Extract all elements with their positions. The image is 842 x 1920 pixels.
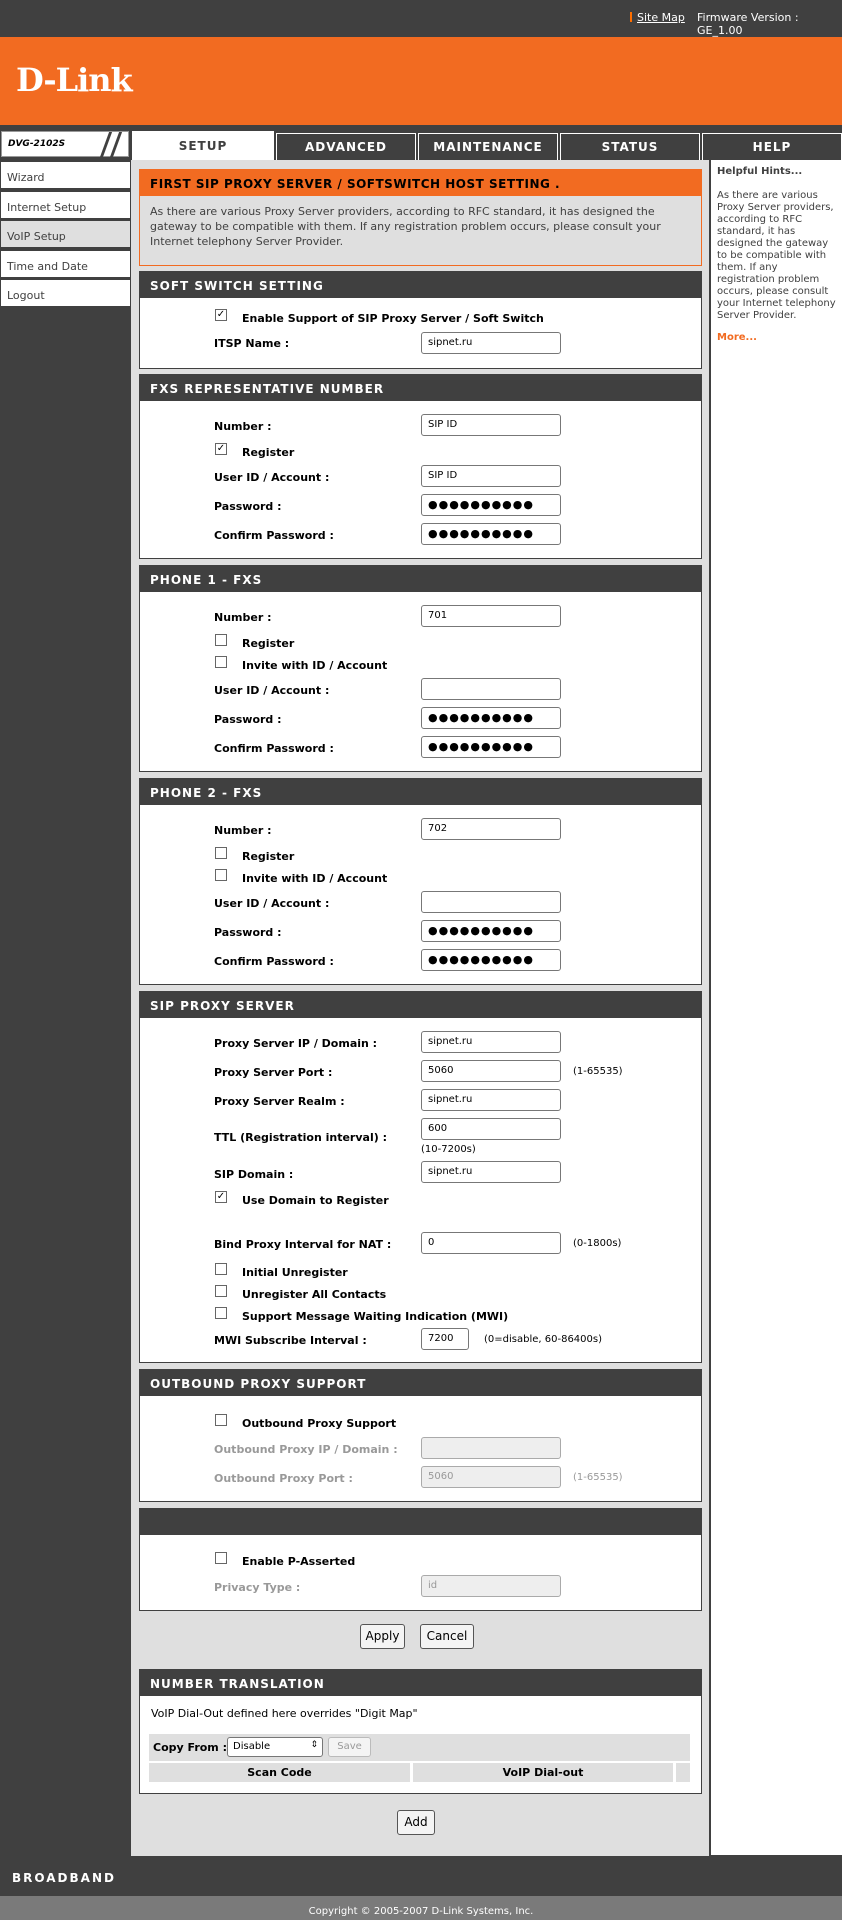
sidebar-item-wizard[interactable]: Wizard [1,162,130,189]
proxy-port-label: Proxy Server Port : [214,1066,333,1079]
model-badge: DVG-2102S [1,131,129,157]
phone2-confirm-password-input[interactable]: ●●●●●●●●●● [421,949,561,971]
nav-row [0,128,842,160]
phone1-register-checkbox[interactable] [215,634,227,646]
dlink-logo: D-Link [16,61,132,99]
unregister-all-checkbox[interactable] [215,1285,227,1297]
mwi-interval-label: MWI Subscribe Interval : [214,1334,367,1347]
section-header-bar [140,1509,701,1535]
section-title: FXS REPRESENTATIVE NUMBER [140,375,701,401]
sip-domain-label: SIP Domain : [214,1168,294,1181]
firmware-version: Firmware Version : GE_1.00 [697,11,799,37]
mwi-label: Support Message Waiting Indication (MWI) [242,1310,509,1323]
sidebar-item-time-and-date[interactable]: Time and Date [1,251,130,278]
hints-title: Helpful Hints... [717,166,803,177]
left-sidebar [0,160,131,1856]
banner [0,37,842,125]
intro-title: FIRST SIP PROXY SERVER / SOFTSWITCH HOST SETTING . [140,170,701,196]
column-header-empty [676,1763,690,1782]
proxy-port-range: (1-65535) [573,1066,623,1077]
phone2-register-label: Register [242,850,295,863]
phone2-password-input[interactable]: ●●●●●●●●●● [421,920,561,942]
phone2-user-input[interactable] [421,891,561,913]
unregister-all-label: Unregister All Contacts [242,1288,387,1301]
privacy-type-label: Privacy Type : [214,1581,301,1594]
itsp-name-input[interactable]: sipnet.ru [421,332,561,354]
phone1-confirm-password-label: Confirm Password : [214,742,334,755]
copy-from-select[interactable]: Disable ⇕ [227,1737,323,1757]
sip-domain-input[interactable]: sipnet.ru [421,1161,561,1183]
section-title: SOFT SWITCH SETTING [140,272,701,298]
fxs-number-input[interactable]: SIP ID [421,414,561,436]
fxs-number-label: Number : [214,420,272,433]
enable-sip-checkbox[interactable]: ✓ [216,309,226,320]
section-title: PHONE 2 - FXS [140,779,701,805]
itsp-name-label: ITSP Name : [214,337,290,350]
phone1-register-label: Register [242,637,295,650]
more-link[interactable]: More... [717,332,757,343]
phone1-invite-label: Invite with ID / Account [242,659,388,672]
column-header-voip-dial-out: VoIP Dial-out [413,1763,673,1782]
initial-unregister-label: Initial Unregister [242,1266,348,1279]
tab-status[interactable]: STATUS [560,133,700,160]
outbound-support-checkbox[interactable] [215,1414,227,1426]
sidebar-item-internet-setup[interactable]: Internet Setup [1,192,130,219]
phone2-register-checkbox[interactable] [215,847,227,859]
apply-button[interactable]: Apply [360,1624,405,1649]
bind-proxy-label: Bind Proxy Interval for NAT : [214,1238,392,1251]
phone1-number-input[interactable]: 701 [421,605,561,627]
tab-advanced[interactable]: ADVANCED [276,133,416,160]
sidebar-item-voip-setup[interactable]: VoIP Setup [1,221,130,248]
top-bar [0,0,842,35]
outbound-port-input[interactable]: 5060 [421,1466,561,1488]
fxs-user-label: User ID / Account : [214,471,330,484]
mwi-interval-input[interactable]: 7200 [421,1328,469,1350]
copyright: Copyright © 2005-2007 D-Link Systems, Inc. [0,1896,842,1920]
select-arrows-icon: ⇕ [310,1740,318,1750]
outbound-port-range: (1-65535) [573,1472,623,1483]
initial-unregister-checkbox[interactable] [215,1263,227,1275]
ttl-range: (10-7200s) [421,1144,476,1155]
fxs-confirm-password-input[interactable]: ●●●●●●●●●● [421,523,561,545]
footer-bar [0,1856,842,1896]
phone2-confirm-password-label: Confirm Password : [214,955,334,968]
mwi-checkbox[interactable] [215,1307,227,1319]
section-title: PHONE 1 - FXS [140,566,701,592]
outbound-port-label: Outbound Proxy Port : [214,1472,353,1485]
fxs-register-checkbox[interactable]: ✓ [216,443,226,454]
sidebar-item-logout[interactable]: Logout [1,280,130,307]
phone2-number-label: Number : [214,824,272,837]
proxy-realm-input[interactable]: sipnet.ru [421,1089,561,1111]
add-button[interactable]: Add [397,1810,435,1835]
cancel-button[interactable]: Cancel [420,1624,474,1649]
translation-note: VoIP Dial-Out defined here overrides "Digit Map" [151,1707,418,1720]
copy-from-label: Copy From : [153,1741,227,1754]
broadband-label: BROADBAND [12,1871,116,1885]
helpful-hints [711,160,842,1855]
phone2-invite-checkbox[interactable] [215,869,227,881]
ttl-input[interactable]: 600 [421,1118,561,1140]
phone1-password-input[interactable]: ●●●●●●●●●● [421,707,561,729]
bind-proxy-range: (0-1800s) [573,1238,622,1249]
phone1-user-input[interactable] [421,678,561,700]
use-domain-label: Use Domain to Register [242,1194,389,1207]
proxy-ip-label: Proxy Server IP / Domain : [214,1037,378,1050]
proxy-port-input[interactable]: 5060 [421,1060,561,1082]
section-title: SIP PROXY SERVER [140,992,701,1018]
column-header-scan-code: Scan Code [149,1763,410,1782]
save-button[interactable]: Save [328,1737,371,1757]
bind-proxy-input[interactable]: 0 [421,1232,561,1254]
ttl-label: TTL (Registration interval) : [214,1131,387,1144]
phone1-confirm-password-input[interactable]: ●●●●●●●●●● [421,736,561,758]
section-title: NUMBER TRANSLATION [140,1670,701,1696]
phone1-number-label: Number : [214,611,272,624]
enable-sip-label: Enable Support of SIP Proxy Server / Soft Switch [242,312,544,325]
p-asserted-label: Enable P-Asserted [242,1555,356,1568]
phone1-password-label: Password : [214,713,282,726]
outbound-ip-label: Outbound Proxy IP / Domain : [214,1443,398,1456]
tab-help[interactable]: HELP [702,133,842,160]
tab-maintenance[interactable]: MAINTENANCE [418,133,558,160]
p-asserted-checkbox[interactable] [215,1552,227,1564]
site-map-bullet-icon [630,12,632,22]
proxy-ip-input[interactable]: sipnet.ru [421,1031,561,1053]
proxy-realm-label: Proxy Server Realm : [214,1095,345,1108]
phone2-invite-label: Invite with ID / Account [242,872,388,885]
intro-panel [139,169,702,266]
outbound-support-label: Outbound Proxy Support [242,1417,397,1430]
site-map-link[interactable]: Site Map [630,11,685,24]
phone1-invite-checkbox[interactable] [215,656,227,668]
fxs-user-input[interactable]: SIP ID [421,465,561,487]
privacy-type-input[interactable]: id [421,1575,561,1597]
phone2-password-label: Password : [214,926,282,939]
phone2-user-label: User ID / Account : [214,897,330,910]
section-title: OUTBOUND PROXY SUPPORT [140,1370,701,1396]
tab-setup[interactable]: SETUP [132,131,274,160]
fxs-confirm-password-label: Confirm Password : [214,529,334,542]
phone2-number-input[interactable]: 702 [421,818,561,840]
outbound-ip-input[interactable] [421,1437,561,1459]
fxs-password-label: Password : [214,500,282,513]
hints-text: As there are various Proxy Server providers, according to RFC standard, it has designed the gateway to be compatible with them. If any registration problem occurs, please consult your Internet telephony Server Provider. [717,190,836,321]
fxs-register-label: Register [242,446,295,459]
fxs-password-input[interactable]: ●●●●●●●●●● [421,494,561,516]
mwi-interval-range: (0=disable, 60-86400s) [484,1334,602,1345]
intro-text: As there are various Proxy Server providers, according to RFC standard, it has designed the gateway to be compatible with them. If any registration problem occurs, please consult your Internet telephony Server Provider. [150,205,661,248]
phone1-user-label: User ID / Account : [214,684,330,697]
use-domain-checkbox[interactable]: ✓ [216,1191,226,1202]
